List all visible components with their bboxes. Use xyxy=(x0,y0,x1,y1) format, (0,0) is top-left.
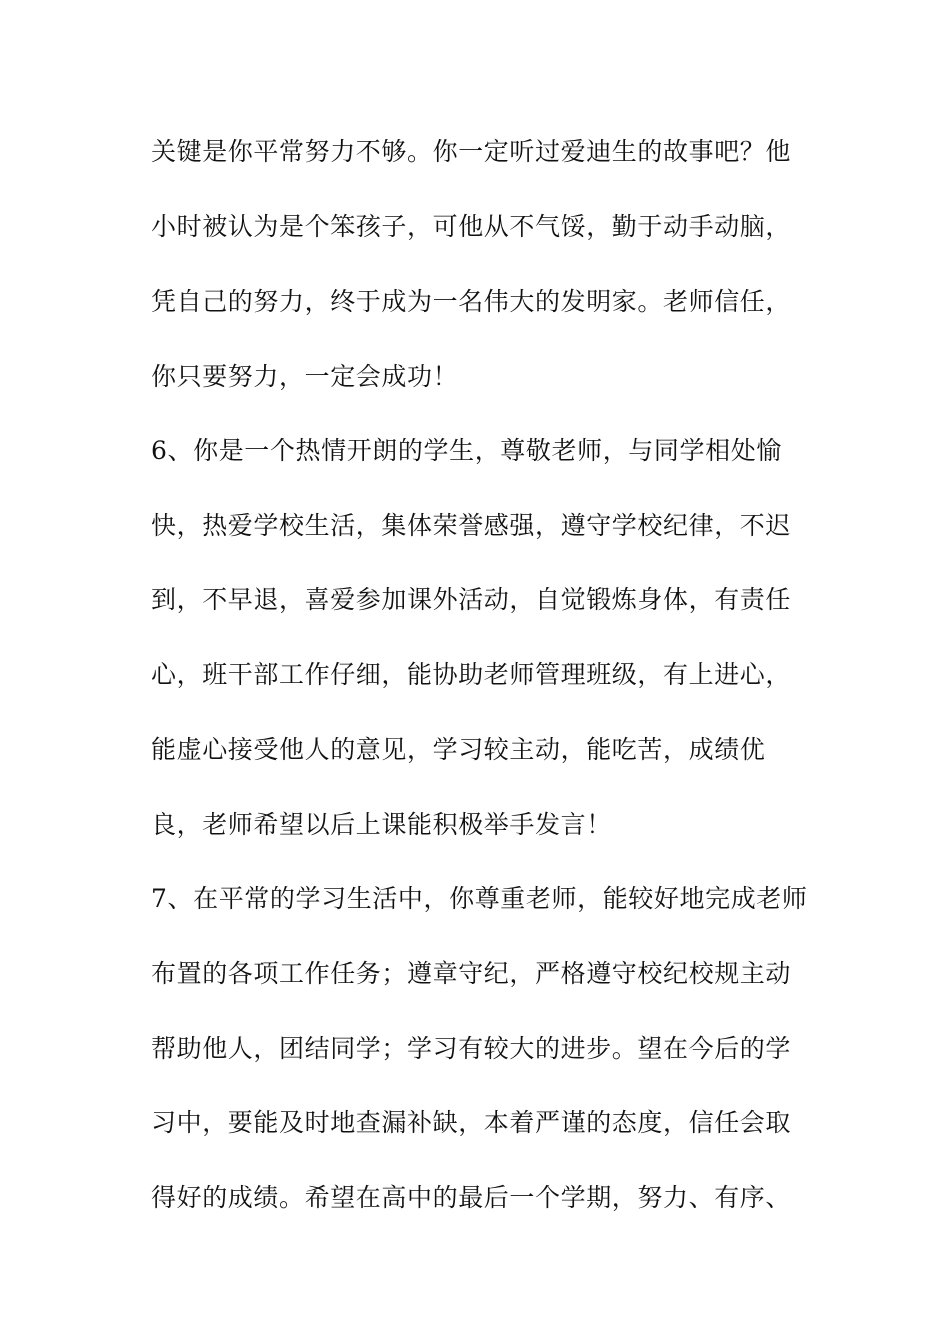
text-line: 小时被认为是个笨孩子，可他从不气馁，勤于动手动脑， xyxy=(151,212,792,241)
text-line: 能虚心接受他人的意见，学习较主动，能吃苦，成绩优 xyxy=(151,735,766,764)
text-line: 6、你是一个热情开朗的学生，尊敬老师，与同学相处愉 xyxy=(151,436,782,465)
text-line: 帮助他人，团结同学；学习有较大的进步。望在今后的学 xyxy=(151,1034,792,1063)
text-line: 到，不早退，喜爱参加课外活动，自觉锻炼身体，有责任 xyxy=(151,585,792,614)
text-line: 布置的各项工作任务；遵章守纪，严格遵守校纪校规主动 xyxy=(151,959,792,988)
text-line: 习中，要能及时地查漏补缺，本着严谨的态度，信任会取 xyxy=(151,1108,792,1137)
text-line: 得好的成绩。希望在高中的最后一个学期，努力、有序、 xyxy=(151,1183,792,1212)
text-line: 你只要努力，一定会成功！ xyxy=(151,362,459,391)
text-line: 7、在平常的学习生活中，你尊重老师，能较好地完成老师 xyxy=(151,884,808,913)
text-line: 心，班干部工作仔细，能协助老师管理班级，有上进心， xyxy=(151,660,792,689)
text-line: 凭自己的努力，终于成为一名伟大的发明家。老师信任， xyxy=(151,287,792,316)
text-line: 关键是你平常努力不够。你一定听过爱迪生的故事吧？他 xyxy=(151,137,792,166)
text-line: 快，热爱学校生活，集体荣誉感强，遵守学校纪律，不迟 xyxy=(151,511,792,540)
text-line: 良，老师希望以后上课能积极举手发言！ xyxy=(151,810,612,839)
